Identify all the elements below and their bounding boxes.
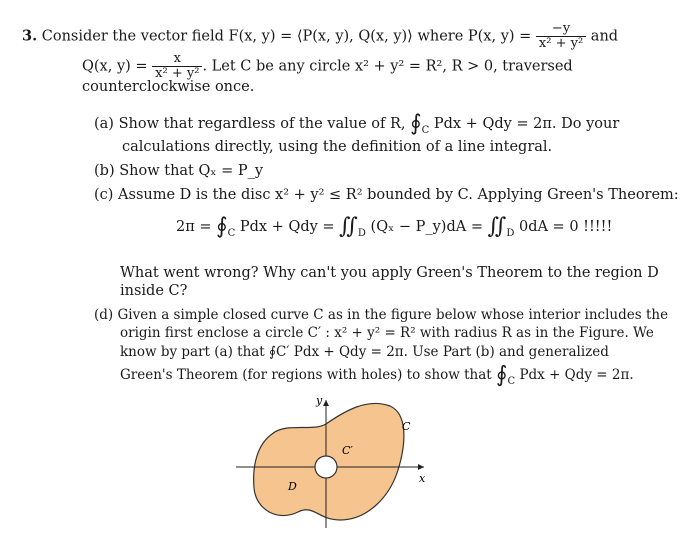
part-c-question1: What went wrong? Why can't you apply Green's Theorem to the region D xyxy=(120,265,659,281)
eq-mid1: Pdx + Qdy = xyxy=(239,219,335,235)
problem-number: 3. xyxy=(22,27,38,45)
part-d-label: (d) xyxy=(94,307,114,323)
y-axis-arrow-icon xyxy=(323,400,329,406)
p-denominator: x² + y² xyxy=(538,36,584,51)
contour-integral-icon: ∮ xyxy=(216,214,228,239)
x-axis-arrow-icon xyxy=(418,464,424,470)
part-a-label: (a) xyxy=(94,116,114,132)
part-d-line2: origin first enclose a circle C′ : x² + y² = R² with radius R as in the Figure. We xyxy=(120,325,654,341)
eq-rhs: 0dA = 0 !!!!! xyxy=(518,219,613,235)
problem-intro-text-2: . Let C be any circle x² + y² = R², R > 0, traversed xyxy=(202,58,573,75)
contour-integral-icon: ∮ xyxy=(496,362,508,388)
part-b-label: (b) xyxy=(94,163,115,179)
part-d-line1 xyxy=(94,306,668,324)
problem-intro-line1 xyxy=(22,22,618,51)
region-figure xyxy=(228,392,438,532)
part-d-text4-post: Pdx + Qdy = 2π. xyxy=(519,367,634,383)
y-axis-label: y xyxy=(316,394,323,407)
curve-c-label: C xyxy=(402,420,411,433)
part-c-line xyxy=(94,186,679,204)
problem-intro-text: Consider the vector field F(x, y) = ⟨P(x, y), Q(x, y)⟩ where P(x, y) = xyxy=(41,28,532,45)
double-subscript-d: D xyxy=(506,228,515,239)
part-d-text1: Given a simple closed curve C as in the figure below whose interior includes the xyxy=(117,307,669,323)
double-integral-icon: ∬ xyxy=(487,214,507,239)
double-subscript-d: D xyxy=(357,228,366,239)
part-b-text: Show that Qₓ = P_y xyxy=(119,163,264,179)
problem-intro-line2 xyxy=(82,52,573,81)
part-d-line3: know by part (a) that ∮C′ Pdx + Qdy = 2π. Use Part (b) and generalized xyxy=(120,344,609,360)
problem-intro-line3: counterclockwise once. xyxy=(82,79,255,95)
q-numerator: x xyxy=(152,52,202,67)
region-diagram xyxy=(228,392,438,532)
p-fraction xyxy=(536,22,586,51)
x-axis-label: x xyxy=(419,472,426,485)
and-word: and xyxy=(590,28,619,45)
part-a-text-post: Pdx + Qdy = 2π. Do your xyxy=(433,116,620,132)
q-lhs: Q(x, y) = xyxy=(82,58,148,75)
eq-lhs: 2π = xyxy=(176,219,212,235)
contour-integral-icon: ∮ xyxy=(410,111,422,136)
part-a-line2: calculations directly, using the definition of a line integral. xyxy=(122,139,553,155)
eq-mid2: (Qₓ − P_y)dA = xyxy=(370,219,483,235)
part-c-equation xyxy=(176,212,612,249)
part-a-text-pre: Show that regardless of the value of R, xyxy=(118,116,406,132)
q-fraction xyxy=(152,52,202,81)
q-denominator: x² + y² xyxy=(155,66,200,81)
part-a-line1 xyxy=(94,111,620,140)
p-numerator: −y xyxy=(536,22,586,37)
part-b-line xyxy=(94,162,263,180)
circle-c-prime xyxy=(315,456,337,478)
contour-subscript-c: C xyxy=(227,228,236,239)
part-d-line4 xyxy=(120,362,634,391)
part-c-question2: inside C? xyxy=(120,283,188,299)
region-d-label: D xyxy=(288,480,297,493)
double-integral-icon: ∬ xyxy=(339,214,358,239)
part-d-text4-pre: Green's Theorem (for regions with holes) to show that xyxy=(120,367,492,383)
contour-subscript-c: C xyxy=(507,376,516,387)
part-c-label: (c) xyxy=(94,187,114,203)
part-c-text: Assume D is the disc x² + y² ≤ R² bounded by C. Applying Green's Theorem: xyxy=(118,187,679,203)
contour-subscript-c: C xyxy=(421,125,430,136)
circle-c-prime-label: C′ xyxy=(342,444,353,457)
